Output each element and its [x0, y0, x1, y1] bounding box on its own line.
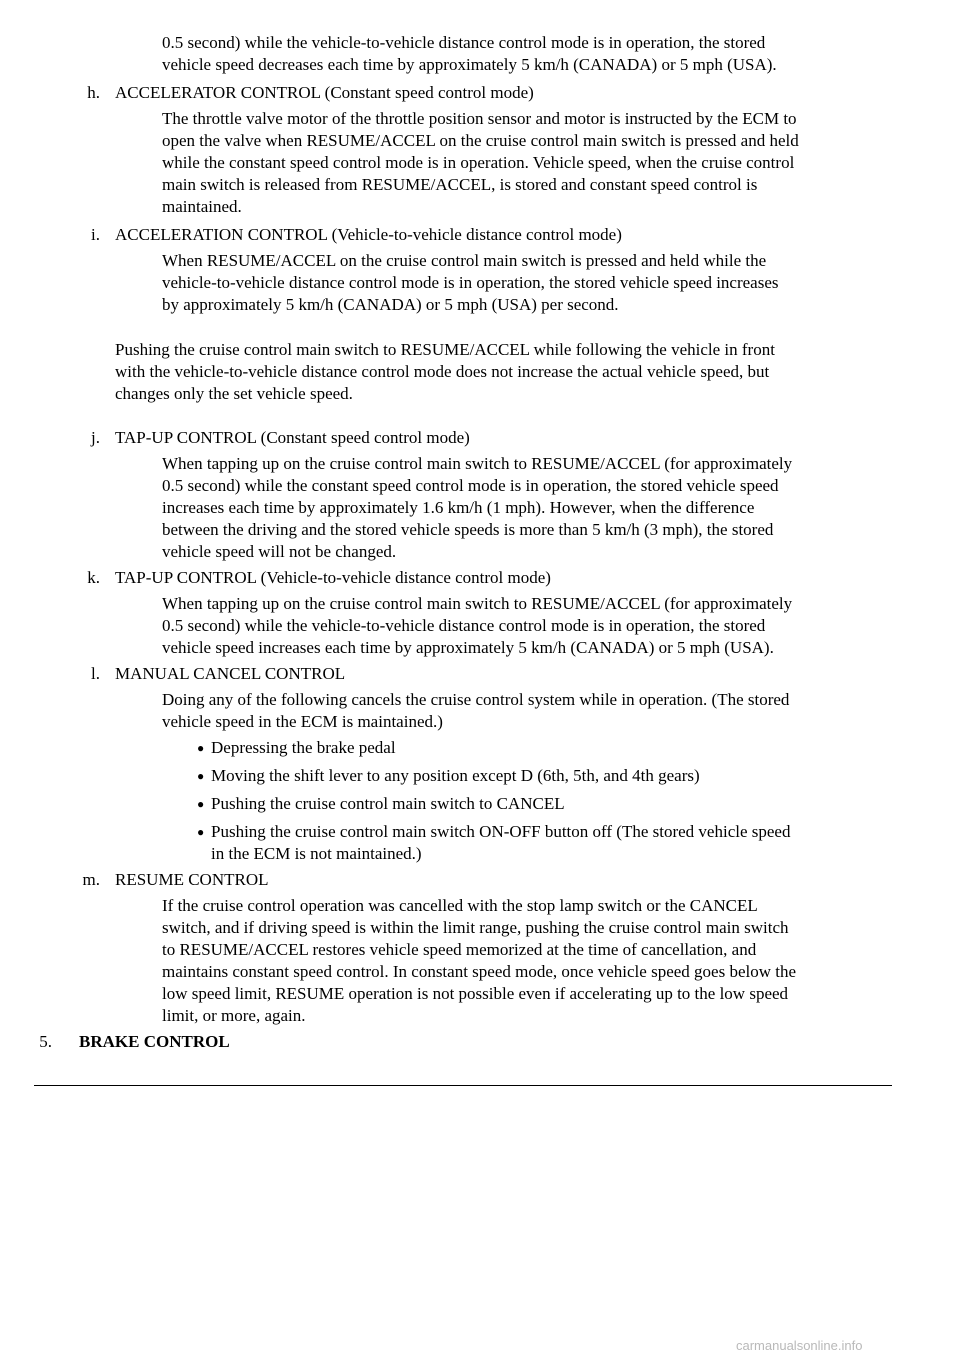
paragraph-line: vehicle speed in the ECM is maintained.): [162, 712, 443, 731]
list-item: in the ECM is not maintained.): [211, 844, 422, 863]
item-title-j: TAP-UP CONTROL (Constant speed control mode): [115, 428, 470, 447]
paragraph-line: When tapping up on the cruise control main switch to RESUME/ACCEL (for approximately: [162, 594, 793, 613]
paragraph-line: vehicle speed increases each time by approximately 5 km/h (CANADA) or 5 mph (USA).: [162, 638, 774, 657]
item-label-k: k.: [87, 568, 100, 587]
paragraph-line: low speed limit, RESUME operation is not possible even if accelerating up to the low speed: [162, 984, 789, 1003]
paragraph-line: Doing any of the following cancels the cruise control system while in operation. (The stored: [162, 690, 790, 709]
paragraph-line: When RESUME/ACCEL on the cruise control main switch is pressed and held while the: [162, 251, 767, 270]
paragraph-line: open the valve when RESUME/ACCEL on the cruise control main switch is pressed and held: [162, 131, 799, 150]
item-title-m: RESUME CONTROL: [115, 870, 269, 889]
paragraph-line: between the driving and the stored vehicle speeds is more than 5 km/h (3 mph), the stored: [162, 520, 774, 539]
item-label-m: m.: [82, 870, 100, 889]
paragraph-line: vehicle-to-vehicle distance control mode is in operation, the stored vehicle speed increases: [162, 273, 779, 292]
bullet-icon: ●: [197, 825, 205, 839]
paragraph-line: while the constant speed control mode is in operation. Vehicle speed, when the cruise control: [162, 153, 795, 172]
item-label-l: l.: [91, 664, 100, 683]
paragraph-line: If the cruise control operation was cancelled with the stop lamp switch or the CANCEL: [162, 896, 758, 915]
paragraph-line: by approximately 5 km/h (CANADA) or 5 mph (USA) per second.: [162, 295, 619, 314]
item-title-h: ACCELERATOR CONTROL (Constant speed control mode): [115, 83, 534, 102]
note-line: Pushing the cruise control main switch to RESUME/ACCEL while following the vehicle in front: [115, 340, 775, 359]
paragraph-line: When tapping up on the cruise control main switch to RESUME/ACCEL (for approximately: [162, 454, 793, 473]
list-item: Pushing the cruise control main switch ON-OFF button off (The stored vehicle speed: [211, 822, 791, 841]
paragraph-line: vehicle speed will not be changed.: [162, 542, 397, 561]
item-title-l: MANUAL CANCEL CONTROL: [115, 664, 346, 683]
watermark: carmanualsonline.info: [736, 1338, 863, 1353]
paragraph-line: increases each time by approximately 1.6 km/h (1 mph). However, when the difference: [162, 498, 755, 517]
paragraph-line: main switch is released from RESUME/ACCEL, is stored and constant speed control is: [162, 175, 758, 194]
list-item: Pushing the cruise control main switch to CANCEL: [211, 794, 565, 813]
item-label-h: h.: [87, 83, 100, 102]
item-title-k: TAP-UP CONTROL (Vehicle-to-vehicle distance control mode): [115, 568, 551, 587]
paragraph-line: 0.5 second) while the vehicle-to-vehicle distance control mode is in operation, the stored: [162, 616, 766, 635]
item-label-j: j.: [91, 428, 100, 447]
bullet-icon: ●: [197, 797, 205, 811]
horizontal-rule: [34, 1085, 892, 1086]
paragraph-line: The throttle valve motor of the throttle position sensor and motor is instructed by the ECM to: [162, 109, 797, 128]
paragraph-line: switch, and if driving speed is within the limit range, pushing the cruise control main switch: [162, 918, 789, 937]
item-title-i: ACCELERATION CONTROL (Vehicle-to-vehicle distance control mode): [115, 225, 622, 244]
item-label-i: i.: [91, 225, 100, 244]
section-number: 5.: [39, 1032, 52, 1051]
list-item: Depressing the brake pedal: [211, 738, 396, 757]
paragraph-line: 0.5 second) while the constant speed control mode is in operation, the stored vehicle speed: [162, 476, 779, 495]
paragraph-line: to RESUME/ACCEL restores vehicle speed memorized at the time of cancellation, and: [162, 940, 757, 959]
note-line: changes only the set vehicle speed.: [115, 384, 353, 403]
paragraph-line: limit, or more, again.: [162, 1006, 306, 1025]
bullet-icon: ●: [197, 741, 205, 755]
bullet-icon: ●: [197, 769, 205, 783]
list-item: Moving the shift lever to any position except D (6th, 5th, and 4th gears): [211, 766, 700, 785]
paragraph-line: 0.5 second) while the vehicle-to-vehicle distance control mode is in operation, the stored: [162, 33, 766, 52]
paragraph-line: vehicle speed decreases each time by approximately 5 km/h (CANADA) or 5 mph (USA).: [162, 55, 777, 74]
section-heading: BRAKE CONTROL: [79, 1032, 230, 1051]
paragraph-line: maintains constant speed control. In constant speed mode, once vehicle speed goes below the: [162, 962, 797, 981]
paragraph-line: maintained.: [162, 197, 242, 216]
note-line: with the vehicle-to-vehicle distance control mode does not increase the actual vehicle speed, but: [115, 362, 770, 381]
